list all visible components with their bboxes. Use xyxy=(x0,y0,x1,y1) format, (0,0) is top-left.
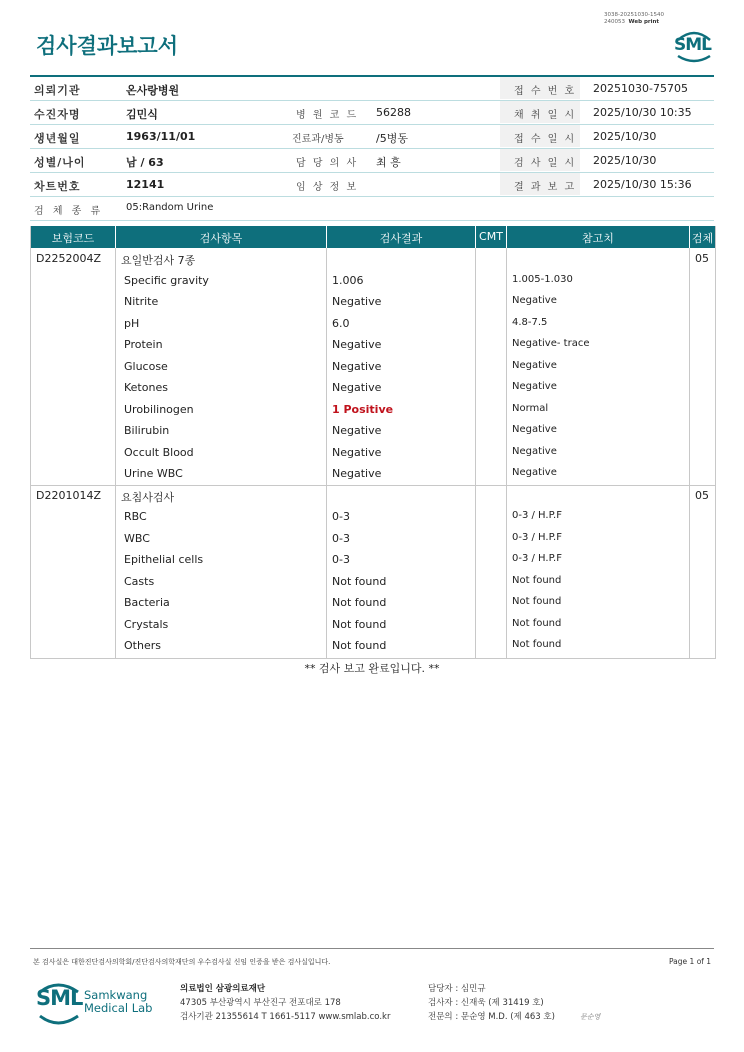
reference-range: 4.8-7.5 xyxy=(512,316,548,328)
reference-range: Not found xyxy=(512,617,562,629)
test-result: 0-3 xyxy=(332,531,350,545)
reference-range: 1.005-1.030 xyxy=(512,273,573,285)
test-code: D2252004Z xyxy=(36,252,101,265)
label-report-date: 결 과 보 고 xyxy=(514,182,577,193)
print-code-line2: 240053 xyxy=(604,19,625,25)
label-clinical: 임 상 정 보 xyxy=(296,182,359,193)
result-table xyxy=(30,226,716,659)
staff-specialist: 전문의 : 문순영 M.D. (제 463 호) xyxy=(428,1012,555,1022)
test-item: Protein xyxy=(124,338,163,351)
label-chart-no: 차트번호 xyxy=(34,180,81,193)
info-row-birth xyxy=(30,125,714,149)
result-table-header xyxy=(31,226,715,248)
label-collect-date: 채 취 일 시 xyxy=(514,110,577,121)
test-item: Crystals xyxy=(124,617,169,631)
test-result: 1 Positive xyxy=(332,402,394,416)
staff-info xyxy=(428,982,555,1024)
test-result: Negative xyxy=(332,424,382,437)
info-row-sex xyxy=(30,149,714,173)
test-group-name: 요침사검사 xyxy=(121,490,175,504)
label-sex-age: 성별/나이 xyxy=(34,156,86,169)
test-item: Bacteria xyxy=(124,596,170,609)
test-item: Urine WBC xyxy=(124,467,183,480)
sml-logo xyxy=(672,26,716,64)
chart-no: 12141 xyxy=(126,178,165,191)
report-title: 검사결과보고서 xyxy=(36,34,179,58)
test-item: Occult Blood xyxy=(124,445,194,459)
info-row-org xyxy=(30,77,714,101)
test-item: Casts xyxy=(124,574,155,588)
org-name: 의료법인 삼광의료재단 xyxy=(180,984,266,994)
footer-logo-text: SML xyxy=(36,986,83,1010)
reference-range: Negative xyxy=(512,445,557,457)
header-code: 보험코드 xyxy=(51,232,95,245)
signature: 문순영 xyxy=(580,1013,601,1021)
test-result: 1.006 xyxy=(332,273,364,287)
label-receipt-no: 접 수 번 호 xyxy=(514,86,577,97)
test-result: Negative xyxy=(332,445,382,459)
label-doctor: 담 당 의 사 xyxy=(296,158,359,169)
test-group-name: 요일반검사 7종 xyxy=(121,254,196,267)
request-org: 온사랑병원 xyxy=(126,84,180,97)
report-date: 2025/10/30 15:36 xyxy=(593,178,692,191)
reference-range: Not found xyxy=(512,639,562,650)
print-tag: Web print xyxy=(628,19,660,25)
info-row-name xyxy=(30,101,714,125)
header-specimen: 검체 xyxy=(691,232,714,245)
reference-range: 0-3 / H.P.F xyxy=(512,510,562,521)
test-item: Glucose xyxy=(124,359,168,373)
label-birth: 생년월일 xyxy=(34,132,81,145)
reference-range: Negative xyxy=(512,381,557,392)
sex-age: 남 / 63 xyxy=(126,156,164,169)
reference-range: Not found xyxy=(512,574,562,586)
patient-info-table xyxy=(30,75,714,221)
specimen-code: 05 xyxy=(695,488,709,502)
test-result: Not found xyxy=(332,596,387,609)
org-address: 47305 부산광역시 부산진구 전포대로 178 xyxy=(180,998,341,1008)
info-row-specimen xyxy=(30,197,714,221)
test-result: Negative xyxy=(332,295,382,308)
org-info xyxy=(180,982,390,1024)
footer-logo-name1: Samkwang xyxy=(84,988,148,1002)
birth-date: 1963/11/01 xyxy=(126,130,196,143)
test-result: 6.0 xyxy=(332,316,350,330)
org-contact: 검사기관 21355614 T 1661-5117 www.smlab.co.kr xyxy=(180,1012,391,1022)
test-result: Negative xyxy=(332,359,382,373)
test-item: Epithelial cells xyxy=(124,553,204,566)
test-result: 0-3 xyxy=(332,510,350,523)
test-item: WBC xyxy=(124,531,150,545)
test-result: Not found xyxy=(332,617,387,631)
reference-range: 0-3 / H.P.F xyxy=(512,531,562,543)
test-result: Negative xyxy=(332,467,382,480)
header-item: 검사항목 xyxy=(199,232,243,245)
doctor: 최 흥 xyxy=(376,156,401,169)
label-specimen: 검 체 종 류 xyxy=(34,206,104,217)
staff-manager: 담당자 : 심민규 xyxy=(428,984,486,994)
test-item: Nitrite xyxy=(124,295,159,308)
reference-range: Normal xyxy=(512,402,549,414)
label-hospital-code: 병 원 코 드 xyxy=(296,110,359,121)
test-item: Specific gravity xyxy=(124,273,209,287)
label-name: 수진자명 xyxy=(34,108,81,121)
label-request-org: 의뢰기관 xyxy=(34,84,81,97)
staff-tester: 검사자 : 신재욱 (제 31419 호) xyxy=(428,998,544,1008)
reference-range: Negative xyxy=(512,359,557,371)
test-item: RBC xyxy=(124,510,147,523)
label-dept: 진료과/병동 xyxy=(292,134,344,145)
header-result: 검사결과 xyxy=(379,232,423,245)
test-date: 2025/10/30 xyxy=(593,154,657,167)
print-code xyxy=(604,12,664,26)
reference-range: Not found xyxy=(512,596,562,607)
reference-range: Negative xyxy=(512,295,557,306)
test-item: Ketones xyxy=(124,381,168,394)
test-result: 0-3 xyxy=(332,553,350,566)
label-test-date: 검 사 일 시 xyxy=(514,158,577,169)
reference-range: 0-3 / H.P.F xyxy=(512,553,562,564)
info-row-chart xyxy=(30,173,714,197)
page-number: Page 1 of 1 xyxy=(669,957,712,966)
group-separator xyxy=(31,485,715,486)
specimen-code: 05 xyxy=(695,252,709,265)
dept: /5병동 xyxy=(376,132,408,145)
logo-text: SML xyxy=(674,35,711,55)
footer-logo xyxy=(36,980,166,1028)
test-result: Not found xyxy=(332,639,387,652)
footer-logo-name2: Medical Lab xyxy=(84,1001,153,1015)
test-item: Urobilinogen xyxy=(124,402,194,416)
receipt-date: 2025/10/30 xyxy=(593,130,657,143)
test-item: Others xyxy=(124,639,161,652)
reference-range: Negative xyxy=(512,467,557,478)
test-result: Negative xyxy=(332,338,382,351)
test-code: D2201014Z xyxy=(36,488,101,502)
specimen-type: 05:Random Urine xyxy=(126,202,214,213)
test-item: pH xyxy=(124,316,140,330)
header-cmt: CMT xyxy=(479,230,503,243)
test-result: Negative xyxy=(332,381,382,394)
test-item: Bilirubin xyxy=(124,424,170,437)
reference-range: Negative- trace xyxy=(512,338,590,349)
completion-message: ** 검사 보고 완료입니다. ** xyxy=(304,662,440,675)
header-ref: 참고치 xyxy=(582,232,614,245)
certification-note: 본 검사실은 대한진단검사의학회/진단검사의학재단의 우수검사실 신임 인증을 받은 검사실입니다. xyxy=(33,958,331,966)
test-result: Not found xyxy=(332,574,387,588)
label-receipt-date: 접 수 일 시 xyxy=(514,134,577,145)
hospital-code: 56288 xyxy=(376,106,411,119)
collect-date: 2025/10/30 10:35 xyxy=(593,106,692,119)
reference-range: Negative xyxy=(512,424,557,435)
patient-name: 김민식 xyxy=(126,108,158,121)
receipt-no: 20251030-75705 xyxy=(593,82,688,95)
print-code-line1: 3038-20251030-1540 xyxy=(604,12,664,18)
footer-divider xyxy=(30,948,714,949)
